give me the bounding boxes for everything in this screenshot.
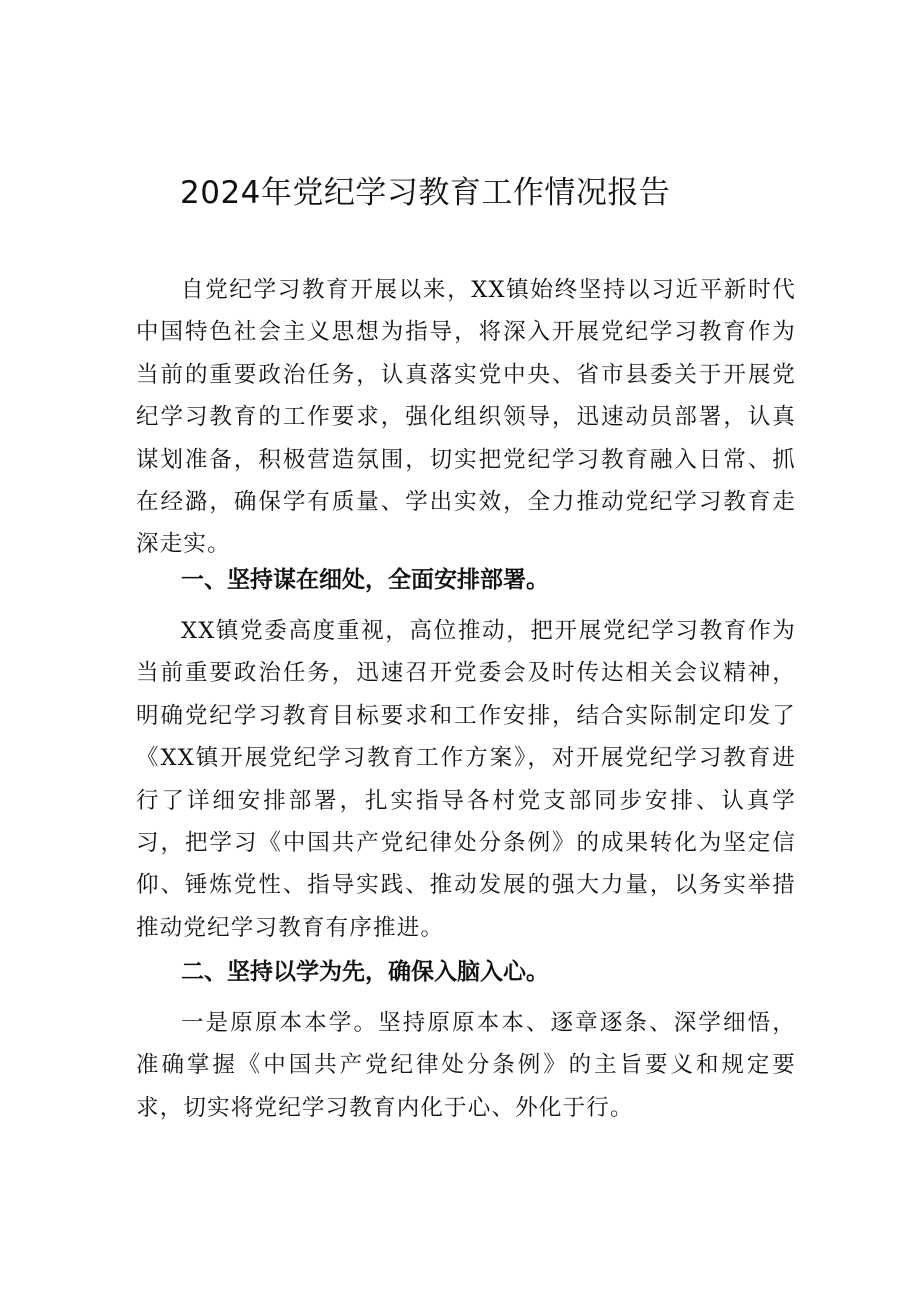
section-heading: 一、坚持谋在细处，全面安排部署。	[181, 567, 549, 593]
document-title: 2024年党纪学习教育工作情况报告	[180, 175, 671, 211]
body-paragraph: 一是原原本本学。坚持原原本本、逐章逐条、深学细悟，准确掌握《中国共产党纪律处分条例》的主旨要义和规定要求，切实将党纪学习教育内化于心、外化于行。	[136, 1010, 796, 1121]
body-paragraph: 自党纪学习教育开展以来，XX镇始终坚持以习近平新时代中国特色社会主义思想为指导，将深入开展党纪学习教育作为当前的重要政治任务，认真落实党中央、省市县委关于开展党纪学习教育的工作要求，强化组织领导，迅速动员部署，认真谋划准备，积极营造氛围，切实把党纪学习教育融入日常、抓在经潞，确保学有质量、学出实效，全力推动党纪学习教育走深走实。	[136, 277, 796, 558]
body-paragraph: XX镇党委高度重视，高位推动，把开展党纪学习教育作为当前重要政治任务，迅速召开党委会及时传达相关会议精神，明确党纪学习教育目标要求和工作安排，结合实际制定印发了《XX镇开展党纪学习教育工作方案》，对开展党纪学习教育进行了详细安排部署，扎实指导各村党支部同步安排、认真学习，把学习《中国共产党纪律处分条例》的成果转化为坚定信仰、锤炼党性、指导实践、推动发展的强大力量，以务实举措推动党纪学习教育有序推进。	[136, 618, 796, 941]
section-heading: 二、坚持以学为先，确保入脑入心。	[181, 959, 549, 985]
